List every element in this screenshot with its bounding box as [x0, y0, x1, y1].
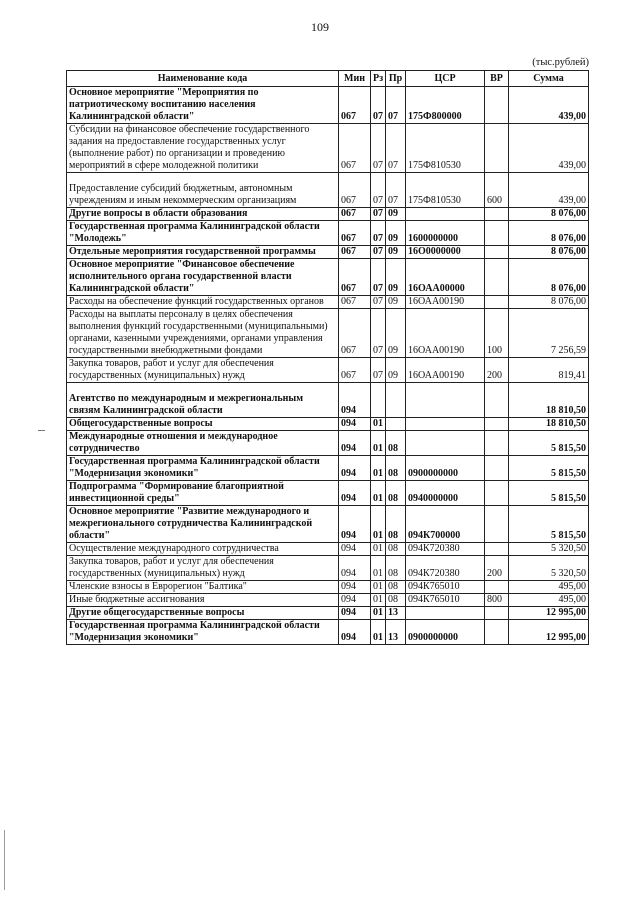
cell-pr: 09 [386, 208, 406, 221]
cell-min: 067 [339, 221, 371, 246]
cell-name: Подпрограмма "Формирование благоприятной инвестиционной среды" [67, 481, 339, 506]
table-row [67, 481, 589, 506]
table-row [67, 208, 589, 221]
cell-csr [406, 431, 485, 456]
cell-sum: 5 815,50 [509, 506, 589, 543]
cell-sum: 5 320,50 [509, 543, 589, 556]
table-row [67, 383, 589, 418]
cell-csr [406, 418, 485, 431]
cell-pr: 07 [386, 87, 406, 124]
cell-rz: 01 [371, 418, 386, 431]
cell-rz: 01 [371, 431, 386, 456]
cell-min: 094 [339, 607, 371, 620]
col-pr-header: Пр [386, 71, 406, 87]
cell-csr: 094К720380 [406, 556, 485, 581]
cell-sum: 12 995,00 [509, 607, 589, 620]
cell-min: 094 [339, 383, 371, 418]
cell-name: Расходы на выплаты персоналу в целях обеспечения выполнения функций государственными (муниципальными) органами, казенными учреждениями, органами управления государственными внебюджетными фондами [67, 309, 339, 358]
table-row [67, 221, 589, 246]
cell-vr [485, 383, 509, 418]
cell-rz: 07 [371, 296, 386, 309]
cell-csr [406, 208, 485, 221]
cell-rz: 01 [371, 556, 386, 581]
cell-vr [485, 481, 509, 506]
cell-sum: 439,00 [509, 124, 589, 173]
cell-csr: 175Ф810530 [406, 124, 485, 173]
cell-csr: 175Ф810530 [406, 173, 485, 208]
cell-min: 067 [339, 124, 371, 173]
cell-name: Отдельные мероприятия государственной программы [67, 246, 339, 259]
cell-min: 094 [339, 543, 371, 556]
cell-vr: 200 [485, 358, 509, 383]
cell-pr: 09 [386, 246, 406, 259]
cell-vr [485, 456, 509, 481]
table-row [67, 506, 589, 543]
cell-rz [371, 383, 386, 418]
cell-name: Международные отношения и международное сотрудничество [67, 431, 339, 456]
cell-sum: 8 076,00 [509, 221, 589, 246]
cell-rz: 01 [371, 481, 386, 506]
cell-vr [485, 431, 509, 456]
budget-table [66, 70, 589, 645]
cell-csr: 0900000000 [406, 456, 485, 481]
table-row [67, 309, 589, 358]
cell-sum: 5 815,50 [509, 481, 589, 506]
cell-name: Закупка товаров, работ и услуг для обеспечения государственных (муниципальных) нужд [67, 358, 339, 383]
table-row [67, 581, 589, 594]
cell-rz: 01 [371, 543, 386, 556]
cell-name: Другие вопросы в области образования [67, 208, 339, 221]
cell-sum: 18 810,50 [509, 418, 589, 431]
cell-pr: 08 [386, 581, 406, 594]
table-row [67, 556, 589, 581]
cell-pr: 08 [386, 481, 406, 506]
table-row [67, 124, 589, 173]
table-row [67, 87, 589, 124]
cell-min: 094 [339, 456, 371, 481]
cell-rz: 01 [371, 594, 386, 607]
cell-min: 094 [339, 581, 371, 594]
table-row [67, 358, 589, 383]
cell-sum: 819,41 [509, 358, 589, 383]
cell-pr [386, 383, 406, 418]
cell-vr [485, 620, 509, 645]
cell-name: Закупка товаров, работ и услуг для обеспечения государственных (муниципальных) нужд [67, 556, 339, 581]
cell-pr: 13 [386, 620, 406, 645]
cell-rz: 01 [371, 456, 386, 481]
cell-pr: 09 [386, 296, 406, 309]
cell-name: Государственная программа Калининградской области "Молодежь" [67, 221, 339, 246]
cell-min: 067 [339, 208, 371, 221]
cell-sum: 12 995,00 [509, 620, 589, 645]
cell-name: Общегосударственные вопросы [67, 418, 339, 431]
cell-sum: 439,00 [509, 87, 589, 124]
cell-rz: 07 [371, 246, 386, 259]
cell-rz: 07 [371, 358, 386, 383]
cell-vr [485, 607, 509, 620]
cell-csr: 094К765010 [406, 594, 485, 607]
cell-vr [485, 124, 509, 173]
cell-csr: 16ОАА00000 [406, 259, 485, 296]
cell-vr [485, 246, 509, 259]
cell-min: 067 [339, 259, 371, 296]
cell-pr: 08 [386, 556, 406, 581]
cell-sum: 8 076,00 [509, 259, 589, 296]
cell-csr: 16ОАА00190 [406, 309, 485, 358]
table-row [67, 594, 589, 607]
cell-name: Субсидии на финансовое обеспечение государственного задания на предоставление государственных услуг (выполнение работ) по организации и проведению мероприятий в сфере молодежной политики [67, 124, 339, 173]
cell-csr: 094К700000 [406, 506, 485, 543]
cell-sum: 439,00 [509, 173, 589, 208]
cell-sum: 8 076,00 [509, 296, 589, 309]
col-sum-header: Сумма [509, 71, 589, 87]
cell-name: Предоставление субсидий бюджетным, автономным учреждениям и иным некоммерческим организациям [67, 173, 339, 208]
table-row [67, 173, 589, 208]
cell-rz: 01 [371, 581, 386, 594]
table-body [67, 87, 589, 645]
cell-pr: 08 [386, 543, 406, 556]
cell-csr: 094К720380 [406, 543, 485, 556]
cell-min: 094 [339, 431, 371, 456]
cell-pr: 07 [386, 124, 406, 173]
cell-min: 067 [339, 358, 371, 383]
cell-sum: 495,00 [509, 594, 589, 607]
table-row [67, 620, 589, 645]
table-row [67, 418, 589, 431]
cell-min: 067 [339, 296, 371, 309]
cell-min: 094 [339, 481, 371, 506]
cell-rz: 07 [371, 173, 386, 208]
cell-vr [485, 259, 509, 296]
cell-rz: 07 [371, 259, 386, 296]
cell-min: 067 [339, 87, 371, 124]
table-header-row [67, 71, 589, 87]
cell-name: Другие общегосударственные вопросы [67, 607, 339, 620]
cell-vr [485, 506, 509, 543]
cell-csr: 16ОАА00190 [406, 296, 485, 309]
cell-min: 067 [339, 173, 371, 208]
cell-pr: 08 [386, 594, 406, 607]
cell-name: Основное мероприятие "Развитие международного и межрегионального сотрудничества Калининградской области" [67, 506, 339, 543]
col-name-header: Наименование кода [67, 71, 339, 87]
cell-name: Государственная программа Калининградской области "Модернизация экономики" [67, 456, 339, 481]
cell-sum: 18 810,50 [509, 383, 589, 418]
cell-name: Расходы на обеспечение функций государственных органов [67, 296, 339, 309]
cell-vr [485, 296, 509, 309]
table-row [67, 296, 589, 309]
cell-name: Иные бюджетные ассигнования [67, 594, 339, 607]
cell-sum: 5 320,50 [509, 556, 589, 581]
cell-sum: 495,00 [509, 581, 589, 594]
table-row [67, 246, 589, 259]
cell-pr: 08 [386, 506, 406, 543]
table-row [67, 607, 589, 620]
cell-min: 094 [339, 594, 371, 607]
cell-rz: 01 [371, 620, 386, 645]
page-number: 109 [311, 20, 329, 34]
cell-vr [485, 418, 509, 431]
cell-sum: 8 076,00 [509, 208, 589, 221]
margin-mark [38, 430, 45, 431]
cell-rz: 01 [371, 506, 386, 543]
cell-min: 094 [339, 418, 371, 431]
cell-vr [485, 87, 509, 124]
table-row [67, 431, 589, 456]
cell-name: Членские взносы в Еврорегион "Балтика" [67, 581, 339, 594]
cell-vr [485, 221, 509, 246]
cell-rz: 07 [371, 309, 386, 358]
col-rz-header: Рз [371, 71, 386, 87]
cell-rz: 07 [371, 221, 386, 246]
col-csr-header: ЦСР [406, 71, 485, 87]
cell-csr: 0900000000 [406, 620, 485, 645]
cell-vr: 800 [485, 594, 509, 607]
cell-csr: 175Ф800000 [406, 87, 485, 124]
cell-vr [485, 581, 509, 594]
table-row [67, 543, 589, 556]
cell-vr [485, 208, 509, 221]
cell-vr: 600 [485, 173, 509, 208]
cell-pr: 08 [386, 431, 406, 456]
cell-csr [406, 607, 485, 620]
cell-name: Государственная программа Калининградской области "Модернизация экономики" [67, 620, 339, 645]
cell-min: 094 [339, 620, 371, 645]
cell-csr: 16О0000000 [406, 246, 485, 259]
cell-csr: 16ОАА00190 [406, 358, 485, 383]
cell-vr: 100 [485, 309, 509, 358]
cell-csr: 0940000000 [406, 481, 485, 506]
col-vr-header: ВР [485, 71, 509, 87]
cell-csr: 1600000000 [406, 221, 485, 246]
cell-min: 067 [339, 309, 371, 358]
cell-pr: 09 [386, 259, 406, 296]
cell-rz: 07 [371, 208, 386, 221]
cell-name: Осуществление международного сотрудничества [67, 543, 339, 556]
cell-min: 094 [339, 506, 371, 543]
cell-csr [406, 383, 485, 418]
cell-pr: 09 [386, 358, 406, 383]
cell-pr: 08 [386, 456, 406, 481]
table-row [67, 259, 589, 296]
cell-name: Основное мероприятие "Мероприятия по патриотическому воспитанию населения Калининградской области" [67, 87, 339, 124]
cell-pr: 09 [386, 309, 406, 358]
cell-sum: 7 256,59 [509, 309, 589, 358]
cell-vr: 200 [485, 556, 509, 581]
cell-pr [386, 418, 406, 431]
cell-csr: 094К765010 [406, 581, 485, 594]
cell-sum: 8 076,00 [509, 246, 589, 259]
scan-edge-mark [4, 830, 5, 890]
cell-rz: 07 [371, 124, 386, 173]
cell-min: 094 [339, 556, 371, 581]
cell-sum: 5 815,50 [509, 456, 589, 481]
units-label: (тыс.рублей) [532, 57, 589, 68]
cell-pr: 13 [386, 607, 406, 620]
cell-name: Основное мероприятие "Финансовое обеспечение исполнительного органа государственной власти Калининградской области" [67, 259, 339, 296]
cell-rz: 07 [371, 87, 386, 124]
cell-vr [485, 543, 509, 556]
cell-name: Агентство по международным и межрегиональным связям Калининградской области [67, 383, 339, 418]
col-min-header: Мин [339, 71, 371, 87]
table-row [67, 456, 589, 481]
cell-pr: 07 [386, 173, 406, 208]
cell-pr: 09 [386, 221, 406, 246]
cell-min: 067 [339, 246, 371, 259]
cell-rz: 01 [371, 607, 386, 620]
cell-sum: 5 815,50 [509, 431, 589, 456]
